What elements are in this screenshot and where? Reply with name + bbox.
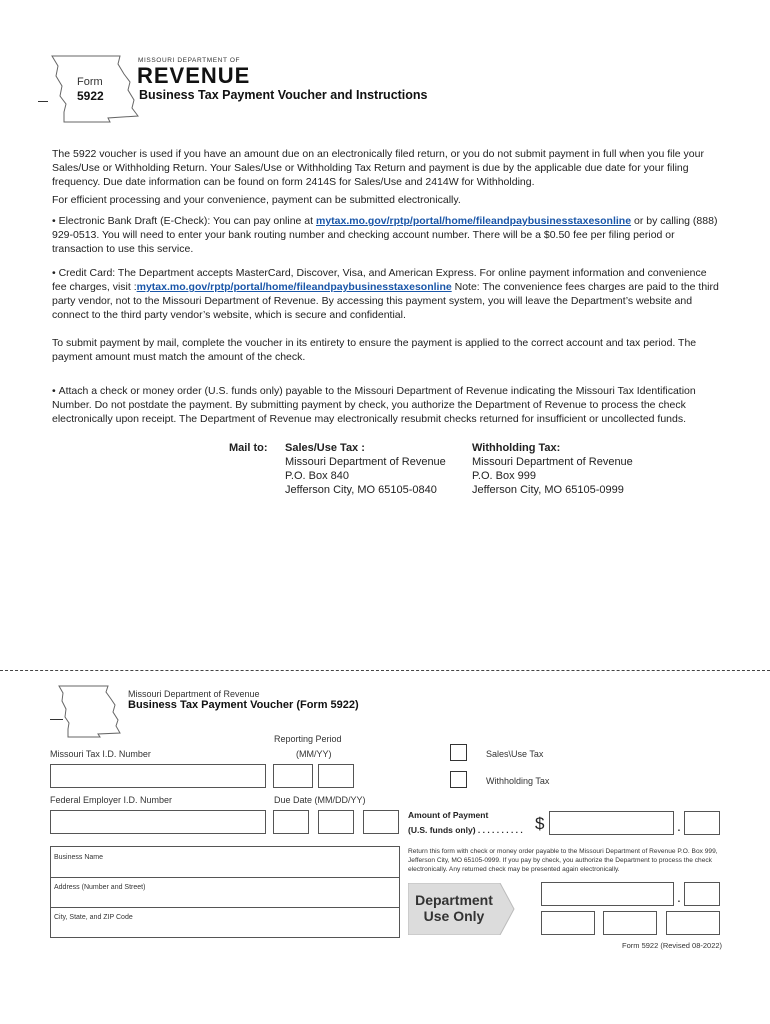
withholding-head: Withholding Tax: bbox=[472, 442, 561, 454]
cc-link[interactable]: mytax.mo.gov/rptp/portal/home/fileandpaybusinesstaxesonline bbox=[136, 281, 452, 293]
voucher-dash bbox=[50, 719, 63, 720]
address-label[interactable]: Address (Number and Street) bbox=[54, 884, 146, 891]
missouri-map-icon bbox=[48, 52, 140, 124]
reporting-period-mm-field[interactable] bbox=[273, 764, 313, 788]
missouri-map-small-icon bbox=[56, 683, 122, 739]
echeck-text-pre: Electronic Bank Draft (E-Check): You can pay online at bbox=[58, 215, 316, 227]
withholding-line3: Jefferson City, MO 65105-0999 bbox=[472, 484, 624, 496]
dept-use-cents-field bbox=[684, 882, 720, 906]
business-info-divider-2 bbox=[51, 907, 399, 908]
mail-intro-paragraph: To submit payment by mail, complete the voucher in its entirety to ensure the payment is applied to the correct account and tax period. The payment amount must match the amount of the check. bbox=[52, 337, 697, 363]
withholding-address bbox=[472, 441, 633, 497]
decimal-point: . bbox=[677, 818, 681, 834]
amount-funds-label: (U.S. funds only) . . . . . . . . . . bbox=[408, 825, 523, 835]
dept-use-field-1 bbox=[541, 911, 595, 935]
cut-line bbox=[0, 670, 770, 671]
dept-small-label: MISSOURI DEPARTMENT OF bbox=[138, 57, 241, 64]
withholding-line2: P.O. Box 999 bbox=[472, 470, 537, 482]
due-date-dd-field[interactable] bbox=[318, 810, 354, 834]
dept-use-line1: Department bbox=[415, 892, 493, 908]
cc-text-pre: Credit Card: The Department accepts MasterCard, Discover, Visa, and American Express. For online payment information and convenience fee charges, visit : bbox=[52, 267, 707, 293]
form-number: 5922 bbox=[77, 89, 104, 103]
credit-card-bullet bbox=[52, 266, 724, 322]
sales-use-line3: Jefferson City, MO 65105-0840 bbox=[285, 484, 437, 496]
dept-use-line2: Use Only bbox=[423, 908, 485, 924]
dept-use-field-2 bbox=[603, 911, 657, 935]
business-info-divider-1 bbox=[51, 877, 399, 878]
efficient-paragraph: For efficient processing and your convenience, payment can be submitted electronically. bbox=[52, 194, 461, 206]
withholding-checkbox[interactable] bbox=[450, 771, 467, 788]
echeck-bullet bbox=[52, 214, 724, 256]
form-label: Form bbox=[77, 76, 103, 88]
due-date-yy-field[interactable] bbox=[363, 810, 399, 834]
check-bullet bbox=[52, 384, 724, 426]
withholding-label: Withholding Tax bbox=[486, 776, 550, 786]
header-dash bbox=[38, 101, 48, 102]
voucher-title: Business Tax Payment Voucher (Form 5922) bbox=[128, 699, 359, 711]
dept-use-decimal: . bbox=[677, 889, 681, 905]
due-date-mm-field[interactable] bbox=[273, 810, 309, 834]
due-date-label: Due Date (MM/DD/YY) bbox=[274, 795, 366, 805]
reporting-period-yy-field[interactable] bbox=[318, 764, 354, 788]
voucher-dept: Missouri Department of Revenue bbox=[128, 689, 260, 699]
return-note: Return this form with check or money order payable to the Missouri Department of Revenue P.O. Box 999, Jefferson City, MO 65105-0999. If you pay by check, you authorize the Department to process the check electronically. Any returned check may be presented again electronically. bbox=[408, 848, 718, 873]
fein-field[interactable] bbox=[50, 810, 266, 834]
amount-label: Amount of Payment bbox=[408, 810, 489, 820]
dept-use-amount-field bbox=[541, 882, 674, 906]
bullet-dot: • bbox=[52, 267, 59, 279]
tax-id-field[interactable] bbox=[50, 764, 266, 788]
amount-dollars-field[interactable] bbox=[549, 811, 674, 835]
sales-use-checkbox[interactable] bbox=[450, 744, 467, 761]
intro-paragraph: The 5922 voucher is used if you have an amount due on an electronically filed return, or you do not submit payment in full when you file your Sales/Use or Withholding Return. Your Sales/Use or Withholding Tax Return and payment is due by the applicable due date for your filing frequency. Due date information can be found on form 2414S for Sales/Use and 2414W for Withholding. bbox=[52, 148, 704, 188]
sales-use-line2: P.O. Box 840 bbox=[285, 470, 350, 482]
page-title: Business Tax Payment Voucher and Instructions bbox=[139, 88, 428, 102]
business-name-label[interactable]: Business Name bbox=[54, 854, 104, 861]
dollar-sign: $ bbox=[535, 814, 545, 833]
revenue-logo: REVENUE bbox=[137, 63, 251, 88]
echeck-text-post: or by calling (888) 929-0513. You will need to enter your bank routing number and checking account number. There will be a $0.50 fee per filing period or transaction to use this service. bbox=[52, 215, 718, 255]
sales-use-head: Sales/Use Tax : bbox=[285, 442, 365, 454]
sales-use-address bbox=[285, 441, 446, 497]
form-revision-footer: Form 5922 (Revised 08-2022) bbox=[622, 941, 723, 950]
tax-id-label: Missouri Tax I.D. Number bbox=[50, 749, 151, 759]
sales-use-line1: Missouri Department of Revenue bbox=[285, 456, 446, 468]
fein-label: Federal Employer I.D. Number bbox=[50, 795, 173, 805]
mail-to-label: Mail to: bbox=[229, 442, 268, 454]
echeck-link[interactable]: mytax.mo.gov/rptp/portal/home/fileandpaybusinesstaxesonline bbox=[315, 215, 632, 227]
dept-use-field-3 bbox=[666, 911, 720, 935]
sales-use-label: Sales\Use Tax bbox=[486, 749, 544, 759]
city-state-zip-label[interactable]: City, State, and ZIP Code bbox=[54, 914, 133, 921]
amount-cents-field[interactable] bbox=[684, 811, 720, 835]
cc-text-post: Note: The convenience fees charges are paid to the third party vendor, not to the Missouri Department of Revenue. By accessing this payment system, you will leave the Department’s website and connect to the third party vendor’s website, which is secure and confidential. bbox=[52, 281, 719, 321]
reporting-period-format: (MM/YY) bbox=[296, 749, 332, 759]
business-info-box bbox=[50, 846, 400, 938]
reporting-period-label: Reporting Period bbox=[274, 734, 342, 744]
bullet-dot: • bbox=[52, 215, 59, 227]
check-bullet-text: Attach a check or money order (U.S. funds only) payable to the Missouri Department of Revenue indicating the Missouri Tax Identification Number. Do not postdate the payment. By submitting payment by check, you authorize the Department of Revenue to process the check electronically upon receipt. The Department of Revenue may electronically resubmit checks returned for insufficient or uncollected funds. bbox=[52, 385, 696, 425]
bullet-dot: • bbox=[52, 385, 59, 397]
withholding-line1: Missouri Department of Revenue bbox=[472, 456, 633, 468]
dept-use-only-label bbox=[408, 883, 514, 935]
